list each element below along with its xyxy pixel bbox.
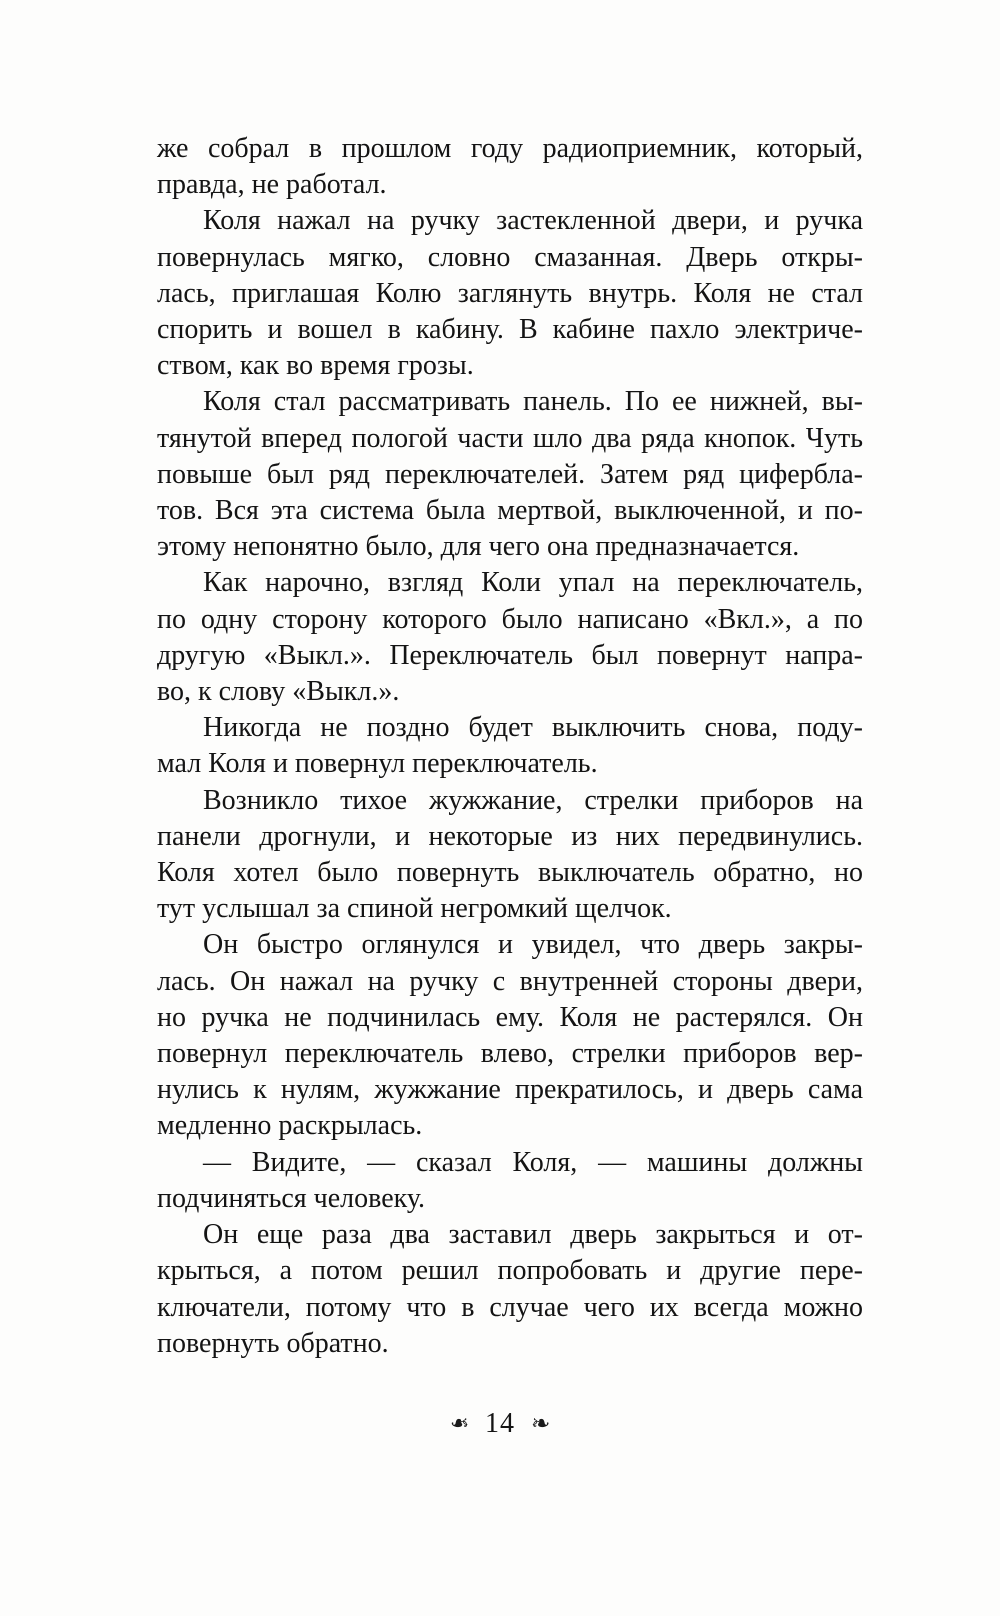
text-line: тут услышал за спиной негромкий щелчок.	[157, 893, 672, 925]
floral-ornament-left-icon: ❧	[449, 1410, 469, 1437]
text-line: медленно раскрылась.	[157, 1110, 423, 1142]
text-line: Как нарочно, взгляд Коли упал на переключатель,	[203, 567, 863, 599]
text-line: повернуть обратно.	[157, 1327, 389, 1359]
text-line: крыться, а потом решил попробовать и другие пере-	[157, 1255, 863, 1287]
text-line: — Видите, — сказал Коля, — машины должны	[203, 1146, 863, 1178]
text-line: Коля нажал на ручку застекленной двери, и ручка	[203, 205, 863, 237]
text-line: во, к слову «Выкл.».	[157, 676, 400, 708]
text-line: другую «Выкл.». Переключатель был повернут напра-	[157, 639, 863, 671]
text-line: повернулась мягко, словно смазанная. Дверь откры-	[157, 241, 863, 273]
paragraph	[157, 384, 863, 565]
page-text	[157, 131, 863, 1362]
text-line: Коля стал рассматривать панель. По ее нижней, вы-	[203, 386, 863, 418]
text-line: спорить и вошел в кабину. В кабине пахло электриче-	[157, 314, 863, 346]
paragraph	[157, 1217, 863, 1362]
text-line: же собрал в прошлом году радиоприемник, который,	[157, 133, 863, 164]
text-line: но ручка не подчинилась ему. Коля не растерялся. Он	[157, 1001, 863, 1033]
page-number: 14	[485, 1408, 515, 1439]
text-line: ключатели, потому что в случае чего их всегда можно	[157, 1291, 863, 1323]
text-line: правда, не работал.	[157, 169, 387, 201]
paragraph	[157, 783, 863, 928]
text-line: Возникло тихое жужжание, стрелки приборов на	[203, 784, 863, 816]
text-line: по одну сторону которого было написано «Вкл.», а по	[157, 603, 863, 635]
text-line: мал Коля и повернул переключатель.	[157, 748, 598, 780]
paragraph	[157, 131, 863, 203]
text-line: нулись к нулям, жужжание прекратилось, и дверь сама	[157, 1074, 863, 1106]
text-line: повыше был ряд переключателей. Затем ряд цифербла-	[157, 458, 863, 490]
text-line: ством, как во время грозы.	[157, 350, 474, 382]
text-line: Коля хотел было повернуть выключатель обратно, но	[157, 857, 863, 889]
text-line: подчиняться человеку.	[157, 1182, 426, 1214]
text-line: Он быстро оглянулся и увидел, что дверь закры-	[203, 929, 863, 961]
page-footer	[0, 1406, 1000, 1442]
paragraph	[157, 1145, 863, 1217]
text-line: лась, приглашая Колю заглянуть внутрь. Коля не стал	[157, 277, 863, 309]
paragraph	[157, 927, 863, 1144]
text-line: Он еще раза два заставил дверь закрыться и от-	[203, 1219, 863, 1251]
text-line: этому непонятно было, для чего она предназначается.	[157, 531, 800, 563]
paragraph	[157, 710, 863, 782]
paragraph	[157, 565, 863, 710]
paragraph	[157, 203, 863, 384]
text-line: Никогда не поздно будет выключить снова, поду-	[203, 712, 863, 744]
floral-ornament-right-icon: ❧	[531, 1410, 551, 1437]
text-line: тов. Вся эта система была мертвой, выключенной, и по-	[157, 495, 863, 527]
text-line: панели дрогнули, и некоторые из них передвинулись.	[157, 820, 863, 852]
text-line: тянутой вперед пологой части шло два ряда кнопок. Чуть	[157, 422, 863, 454]
text-line: повернул переключатель влево, стрелки приборов вер-	[157, 1038, 863, 1070]
text-line: лась. Он нажал на ручку с внутренней стороны двери,	[157, 965, 863, 997]
